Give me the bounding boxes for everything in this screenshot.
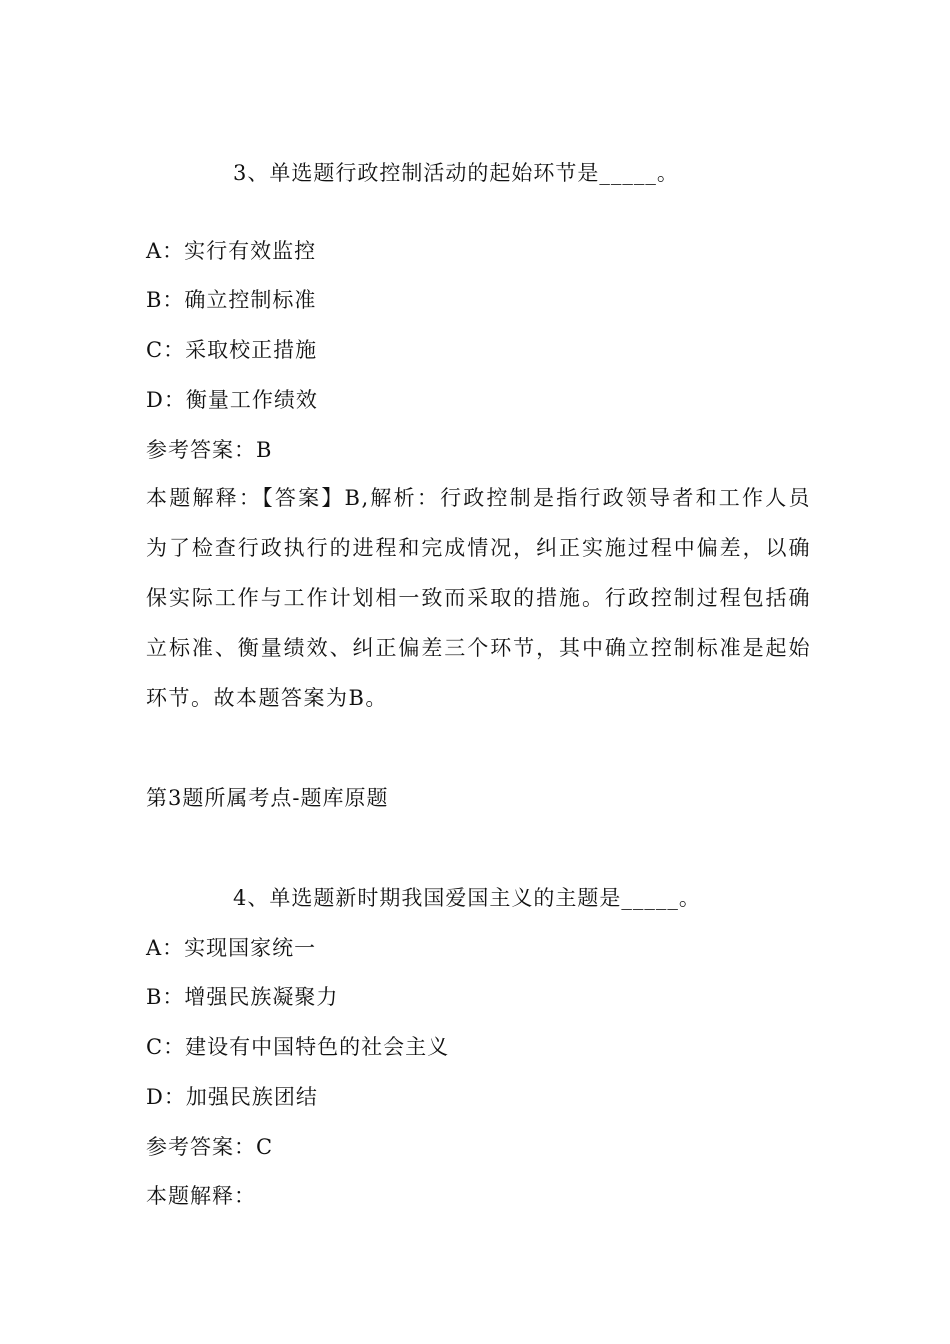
question-4-option-b: B：增强民族凝聚力	[146, 985, 339, 1009]
question-3-option-d: D：衡量工作绩效	[146, 388, 318, 412]
question-4-option-a: A：实现国家统一	[146, 936, 317, 960]
question-4-explanation: 本题解释：	[146, 1184, 256, 1208]
question-3-explanation: 本题解释：【答案】B,解析：行政控制是指行政领导者和工作人员为了检查行政执行的进程和完成情况，纠正实施过程中偏差，以确保实际工作与工作计划相一致而采取的措施。行政控制过程包括确立标准、衡量绩效、纠正偏差三个环节，其中确立控制标准是起始环节。故本题答案为B。	[146, 486, 811, 710]
question-3-topic: 第3题所属考点-题库原题	[146, 786, 389, 810]
question-3-answer: 参考答案：B	[146, 438, 273, 462]
question-3-option-c: C：采取校正措施	[146, 338, 318, 362]
question-4-option-c: C：建设有中国特色的社会主义	[146, 1035, 450, 1059]
question-4-option-d: D：加强民族团结	[146, 1085, 318, 1109]
question-3-title: 3、单选题行政控制活动的起始环节是_____。	[233, 161, 679, 185]
question-3-option-a: A：实行有效监控	[146, 239, 317, 263]
question-4-answer: 参考答案：C	[146, 1135, 274, 1159]
question-3-option-b: B：确立控制标准	[146, 288, 317, 312]
question-4-title: 4、单选题新时期我国爱国主义的主题是_____。	[233, 886, 701, 910]
